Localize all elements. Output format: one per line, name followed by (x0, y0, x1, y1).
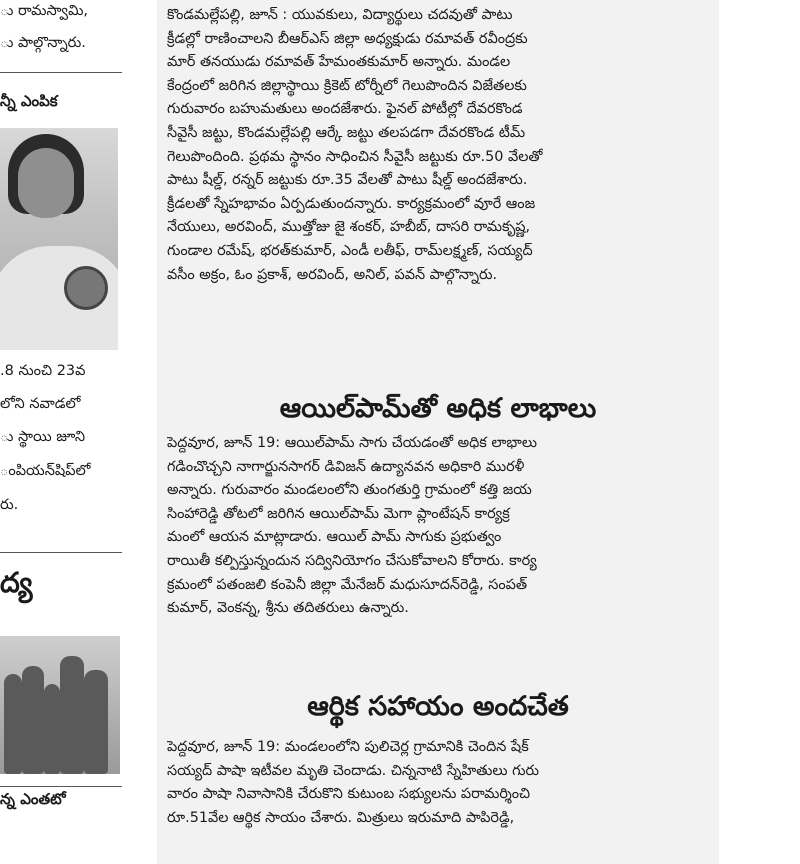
article-3-body (167, 736, 715, 830)
article-line: పెద్దవూర, జూన్ 19: మండలంలోని పులిచెర్ల గ్రామానికి చెందిన షేక్ (167, 739, 529, 755)
article-line: సింహారెడ్డి తోటలో జరిగిన ఆయిల్‌పామ్ మెగా ప్లాంటేషన్ కార్యక్ర (167, 505, 510, 522)
article-2-headline: ఆయిల్‌పామ్‌తో అధిక లాభాలు (279, 393, 597, 424)
article-line: రాయితీ కల్పిస్తున్నందున సద్వినియోగం చేసుకోవాలని కోరారు. కార్య (167, 552, 537, 569)
article-line: నేయులు, అరవింద్, ముత్తోజు జై శంకర్, హబీబ్, దాసరి రామకృష్ణ, (167, 219, 531, 236)
article-line: రూ.51వేల ఆర్థిక సాయం చేశారు. మిత్రులు ఇరుమాది పాపిరెడ్డి, (167, 809, 515, 826)
article-line: క్రమంలో పతంజలి కంపెనీ జిల్లా మేనేజర్ మధుసూదన్‌రెడ్డి, సంపత్ (167, 576, 528, 593)
article-line: గుండాల రమేష్, భరత్‌కుమార్, ఎండీ లతీఫ్, రామ్‌లక్ష్మణ్, సయ్యద్ (167, 242, 533, 259)
article-line: క్రీడలతో స్నేహభావం ఏర్పడుతుందన్నారు. కార్యక్రమంలో వూరే ఆంజ (167, 195, 536, 212)
article-line: క్రీడల్లో రాణించాలని బీఆర్ఎస్ జిల్లా అధ్యక్షుడు రమావత్ రవీంద్రకు (167, 30, 528, 47)
article-line: కొండమల్లేపల్లి, జూన్ : యువకులు, విద్యార్థులు చదవుతో పాటు (167, 7, 513, 23)
divider (0, 786, 122, 787)
left-column (0, 0, 122, 864)
article-2-body (167, 432, 715, 621)
left-text-line: ంపియన్‌షిప్‌లో (0, 463, 91, 479)
article-line: మార్ తనయుడు రమావత్ హేమంతకుమార్ అన్నారు. మండల (167, 54, 511, 71)
left-headline: ద్య (0, 566, 33, 599)
athlete-photo (0, 128, 118, 350)
left-text-line: లోని నవాడలో (0, 396, 81, 412)
divider (0, 552, 122, 553)
left-text-line: .8 నుంచి 23వ (0, 363, 86, 379)
photo-caption: న్న ఎంతటో (0, 790, 66, 808)
article-line: అన్నారు. గురువారం మండలంలోని తుంగతుర్తి గ్రామంలో కత్తి జయ (167, 482, 532, 499)
left-text-line: ు స్థాయి జూని (0, 429, 85, 445)
left-text-line: ు పాల్గొన్నారు. (0, 35, 86, 51)
article-line: వసీం అక్రం, ఓం ప్రకాశ్, అరవింద్, అనిల్, పవన్ పాల్గొన్నారు. (167, 266, 498, 283)
article-line: గడించొచ్చని నాగార్జునసాగర్ డివిజన్ ఉద్యానవన అధికారి మురళీ (167, 458, 525, 475)
article-line: గురువారం బహుమతులు అందజేశారు. ఫైనల్ పోటీల్లో దేవరకొండ (167, 101, 523, 118)
article-line: సీవైసీ జట్టు, కొండమల్లేపల్లి ఆర్కే జట్టు తలపడగా దేవరకొండ టీమ్ (167, 124, 526, 141)
article-line: కేంద్రంలో జరిగిన జిల్లాస్థాయి క్రికెట్ టోర్నీలో గెలుపొందిన విజేతలకు (167, 77, 527, 94)
emblem-icon (64, 266, 108, 310)
left-headline: న్నీ ఎంపిక (0, 92, 58, 110)
left-text-line: ు రామస్వామి, (0, 3, 89, 19)
article-line: మంలో ఆయన మాట్లాడారు. ఆయిల్ పామ్ సాగుకు ప్రభుత్వం (167, 529, 502, 546)
article-line: పాటు షీల్డ్, రన్నర్ జట్టుకు రూ.35 వేలతో పాటు షీల్డ్ అందజేశారు. (167, 172, 528, 189)
news-article-column (157, 0, 719, 864)
article-line: పెద్దవూర, జూన్ 19: ఆయిల్‌పామ్ సాగు చేయడంతో అధిక లాభాలు (167, 435, 538, 451)
group-photo (0, 636, 120, 774)
article-1-body (167, 4, 715, 287)
article-3-headline: ఆర్థిక సహాయం అందచేత (307, 691, 569, 722)
article-line: కుమార్, వెంకన్న, శ్రీను తదితరులు ఉన్నారు. (167, 600, 409, 617)
left-text-line: రు. (0, 497, 19, 513)
article-line: సయ్యద్ పాషా ఇటీవల మృతి చెందాడు. చిన్ననాటి స్నేహితులు గురు (167, 762, 539, 779)
article-line: గెలుపొందింది. ప్రథమ స్థానం సాధించిన సీవైసీ జట్టుకు రూ.50 వేలతో (167, 148, 543, 165)
divider (0, 72, 122, 73)
article-line: వారం పాషా నివాసానికి చేరుకొని కుటుంబ సభ్యులను పరామర్శించి (167, 786, 531, 803)
